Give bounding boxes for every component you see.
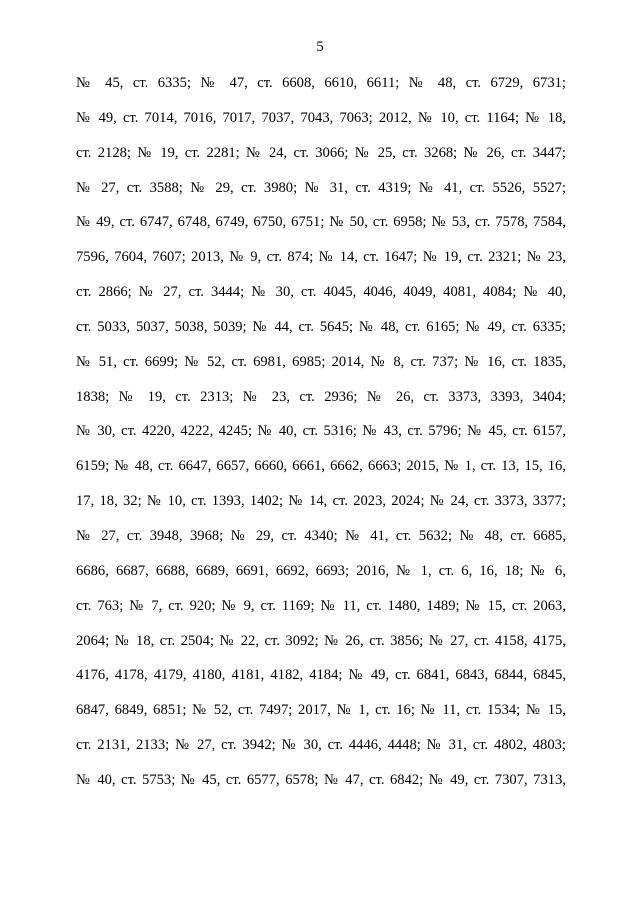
text-line: № 45, ст. 6335; № 47, ст. 6608, 6610, 6611; № 48, ст. 6729, 6731; <box>76 75 566 91</box>
text-line: ст. 2866; № 27, ст. 3444; № 30, ст. 4045, 4046, 4049, 4081, 4084; № 40, <box>76 284 566 301</box>
text-line: № 49, ст. 7014, 7016, 7017, 7037, 7043, 7063; 2012, № 10, ст. 1164; № 18, <box>76 109 566 126</box>
text-line: 1838; № 19, ст. 2313; № 23, ст. 2936; № 26, ст. 3373, 3393, 3404; <box>76 388 566 405</box>
page-number: 5 <box>316 39 324 55</box>
text-line: 6847, 6849, 6851; № 52, ст. 7497; 2017, № 1, ст. 16; № 11, ст. 1534; № 15, <box>76 702 566 719</box>
text-line: ст. 2128; № 19, ст. 2281; № 24, ст. 3066; № 25, ст. 3268; № 26, ст. 3447; <box>76 144 566 161</box>
text-line: 6159; № 48, ст. 6647, 6657, 6660, 6661, 6662, 6663; 2015, № 1, ст. 13, 15, 16, <box>76 458 566 475</box>
text-line: 17, 18, 32; № 10, ст. 1393, 1402; № 14, ст. 2023, 2024; № 24, ст. 3373, 3377; <box>76 493 566 510</box>
text-line: № 30, ст. 4220, 4222, 4245; № 40, ст. 5316; № 43, ст. 5796; № 45, ст. 6157, <box>76 423 566 440</box>
text-line: 4176, 4178, 4179, 4180, 4181, 4182, 4184; № 49, ст. 6841, 6843, 6844, 6845, <box>76 667 566 684</box>
text-line: № 27, ст. 3948, 3968; № 29, ст. 4340; № 41, ст. 5632; № 48, ст. 6685, <box>76 527 566 544</box>
text-line: 2064; № 18, ст. 2504; № 22, ст. 3092; № 26, ст. 3856; № 27, ст. 4158, 4175, <box>76 632 566 649</box>
text-line: ст. 2131, 2133; № 27, ст. 3942; № 30, ст. 4446, 4448; № 31, ст. 4802, 4803; <box>76 737 566 754</box>
text-line: № 27, ст. 3588; № 29, ст. 3980; № 31, ст. 4319; № 41, ст. 5526, 5527; <box>76 179 566 196</box>
text-line: ст. 5033, 5037, 5038, 5039; № 44, ст. 5645; № 48, ст. 6165; № 49, ст. 6335; <box>76 318 566 335</box>
text-line: № 51, ст. 6699; № 52, ст. 6981, 6985; 2014, № 8, ст. 737; № 16, ст. 1835, <box>76 353 566 370</box>
text-line: № 40, ст. 5753; № 45, ст. 6577, 6578; № 47, ст. 6842; № 49, ст. 7307, 7313, <box>76 771 566 788</box>
document-body <box>76 74 566 806</box>
text-line: ст. 763; № 7, ст. 920; № 9, ст. 1169; № 11, ст. 1480, 1489; № 15, ст. 2063, <box>76 597 566 614</box>
text-line: 7596, 7604, 7607; 2013, № 9, ст. 874; № 14, ст. 1647; № 19, ст. 2321; № 23, <box>76 249 566 266</box>
text-line: № 49, ст. 6747, 6748, 6749, 6750, 6751; № 50, ст. 6958; № 53, ст. 7578, 7584, <box>76 214 566 231</box>
text-line: 6686, 6687, 6688, 6689, 6691, 6692, 6693; 2016, № 1, ст. 6, 16, 18; № 6, <box>76 562 566 579</box>
